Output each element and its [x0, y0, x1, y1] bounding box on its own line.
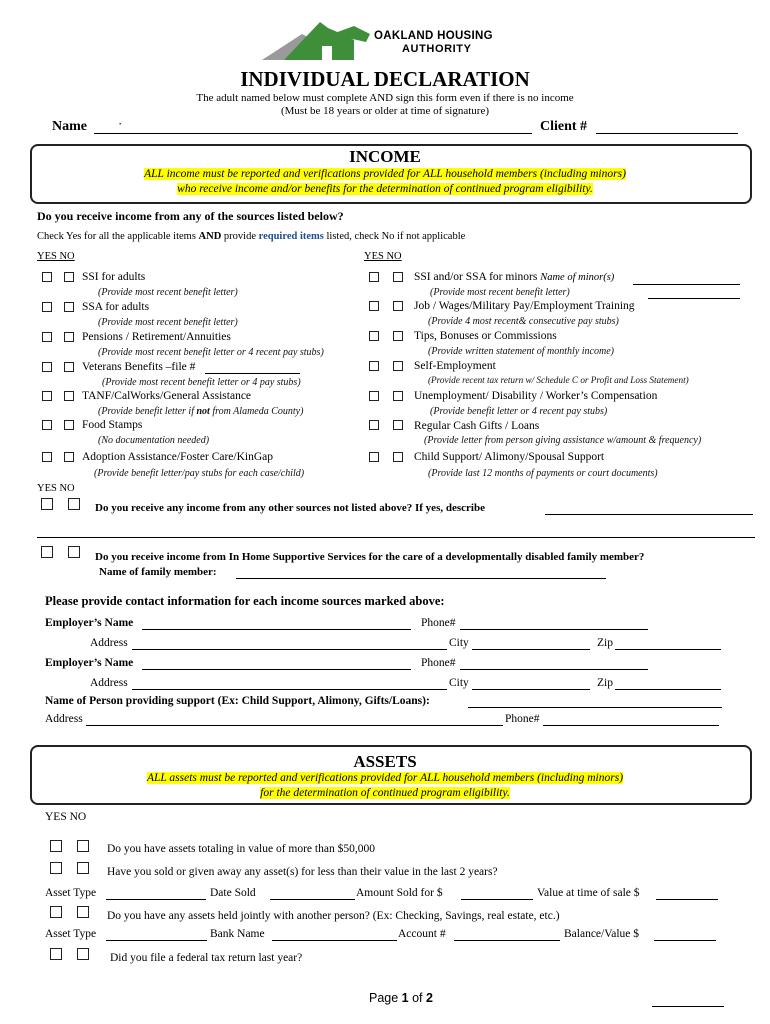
right-no-checkbox[interactable] [393, 420, 403, 430]
income-notice-1 [0, 168, 770, 180]
ihss-question: Do you receive income from In Home Supportive Services for the care of a developmentally disabled family member? [95, 551, 645, 563]
asset-type-field[interactable] [106, 940, 207, 941]
left-yes-checkbox[interactable] [42, 362, 52, 372]
other-income-question: Do you receive any income from any other sources not listed above? If yes, describe [95, 502, 485, 514]
client-number-field[interactable] [596, 133, 738, 134]
employer-name-field[interactable] [142, 629, 411, 630]
left-yes-checkbox[interactable] [42, 272, 52, 282]
left-no-checkbox[interactable] [64, 452, 74, 462]
income-item-note: (Provide most recent benefit letter) [430, 287, 570, 298]
right-yes-checkbox[interactable] [369, 452, 379, 462]
asset-q4-no-checkbox[interactable] [77, 948, 89, 960]
income-item-label: Job / Wages/Military Pay/Employment Training [414, 300, 635, 312]
minor-label: SSI and/or SSA for minors [414, 271, 541, 283]
note-part-a: (Provide benefit letter if [98, 406, 197, 417]
income-item-label: TANF/CalWorks/General Assistance [82, 390, 252, 402]
name-field[interactable] [94, 133, 532, 134]
yes-no-header-right: YES NO [364, 251, 402, 262]
income-item-label: Tips, Bonuses or Commissions [414, 330, 557, 342]
instruction-c: provide [221, 231, 259, 242]
date-sold-label: Date Sold [210, 887, 256, 899]
right-no-checkbox[interactable] [393, 272, 403, 282]
intro-text-2: (Must be 18 years or older at time of signature) [280, 105, 490, 117]
income-item-note: (No documentation needed) [98, 435, 210, 446]
phone-label: Phone# [421, 617, 456, 629]
left-yes-checkbox[interactable] [42, 302, 52, 312]
veterans-file-field[interactable] [205, 373, 300, 374]
intro-text-1: The adult named below must complete AND sign this form even if there is no income [196, 92, 574, 104]
asset-type-field[interactable] [106, 899, 206, 900]
right-yes-checkbox[interactable] [369, 272, 379, 282]
yes-no-header-other: YES NO [37, 483, 75, 494]
income-notice-1-text: ALL income must be reported and verifications provided for ALL household members (including minors) [144, 168, 626, 180]
name-value: · [118, 116, 123, 131]
page-current: 1 [401, 991, 409, 1005]
right-yes-checkbox[interactable] [369, 361, 379, 371]
support-person-label: Name of Person providing support (Ex: Child Support, Alimony, Gifts/Loans): [45, 695, 430, 707]
income-item-note: (Provide most recent benefit letter or 4 recent pay stubs) [98, 347, 324, 358]
phone-field[interactable] [460, 669, 648, 670]
yes-no-header-left: YES NO [37, 251, 75, 262]
right-yes-checkbox[interactable] [369, 391, 379, 401]
other-yes-checkbox[interactable] [41, 498, 53, 510]
asset-type-label: Asset Type [45, 887, 97, 899]
name-label: Name [52, 119, 87, 134]
instruction-e: listed, check No if not applicable [323, 231, 466, 242]
minor-name-field[interactable] [633, 284, 740, 285]
income-item-label: Self-Employment [414, 360, 496, 372]
phone-label: Phone# [421, 657, 456, 669]
note-part-b: not [196, 406, 210, 417]
page-label-a: Page [369, 991, 402, 1005]
income-item-label: Unemployment/ Disability / Worker’s Compensation [414, 390, 658, 402]
asset-q2-yes-checkbox[interactable] [50, 862, 62, 874]
support-person-field[interactable] [468, 707, 722, 708]
support-address-field[interactable] [86, 725, 503, 726]
amount-sold-label: Amount Sold for $ [356, 887, 443, 899]
income-item-note: (Provide benefit letter or 4 recent pay stubs) [430, 406, 608, 417]
support-phone-field[interactable] [543, 725, 719, 726]
support-address-label: Address [45, 713, 83, 725]
left-no-checkbox[interactable] [64, 302, 74, 312]
initials-field[interactable] [652, 1006, 724, 1007]
income-item-label: Pensions / Retirement/Annuities [82, 331, 231, 343]
income-item-label: SSA for adults [82, 301, 150, 313]
city-field[interactable] [472, 649, 590, 650]
value-at-sale-field[interactable] [656, 899, 718, 900]
left-yes-checkbox[interactable] [42, 332, 52, 342]
asset-question-2: Have you sold or given away any asset(s) for less than their value in the last 2 years? [107, 866, 498, 878]
left-yes-checkbox[interactable] [42, 420, 52, 430]
value-at-sale-label: Value at time of sale $ [537, 887, 640, 899]
address-label: Address [90, 637, 128, 649]
balance-label: Balance/Value $ [564, 928, 640, 940]
logo [262, 20, 512, 64]
asset-q1-no-checkbox[interactable] [77, 840, 89, 852]
right-no-checkbox[interactable] [393, 331, 403, 341]
instruction-b: AND [198, 231, 222, 242]
note-part-c: from Alameda County) [209, 406, 304, 417]
minor-name-field-2[interactable] [648, 298, 740, 299]
employer-name-field[interactable] [142, 669, 411, 670]
logo-org-line2: AUTHORITY [402, 43, 472, 55]
income-item-note: (Provide most recent benefit letter) [98, 317, 238, 328]
income-item-note: (Provide most recent benefit letter) [98, 287, 238, 298]
balance-field[interactable] [654, 940, 716, 941]
assets-notice-2 [0, 787, 770, 799]
income-instruction [37, 231, 465, 242]
asset-q4-yes-checkbox[interactable] [50, 948, 62, 960]
income-item-note: (Provide most recent benefit letter or 4 pay stubs) [102, 377, 301, 388]
left-no-checkbox[interactable] [64, 362, 74, 372]
employer-name-label: Employer’s Name [45, 617, 134, 629]
income-item-label: Regular Cash Gifts / Loans [414, 420, 540, 432]
employer-name-label: Employer’s Name [45, 657, 134, 669]
income-notice-2 [0, 183, 770, 195]
other-income-describe-field[interactable] [545, 514, 753, 515]
page-number [369, 991, 433, 1005]
left-yes-checkbox[interactable] [42, 452, 52, 462]
page-label-b: of [408, 991, 426, 1005]
city-label: City [449, 677, 469, 689]
income-item-note [98, 406, 303, 417]
income-item-note: (Provide letter from person giving assistance w/amount & frequency) [424, 435, 702, 446]
zip-label: Zip [597, 677, 613, 689]
family-member-field[interactable] [236, 578, 606, 579]
income-item-label: Veterans Benefits –file # [82, 361, 196, 373]
income-item-note: (Provide written statement of monthly income) [428, 346, 614, 357]
instruction-a: Check Yes for all the applicable items [37, 231, 199, 242]
address-field[interactable] [132, 689, 447, 690]
phone-field[interactable] [460, 629, 648, 630]
income-item-label: Adoption Assistance/Foster Care/KinGap [82, 451, 274, 463]
income-item-label: SSI for adults [82, 271, 146, 283]
zip-field[interactable] [615, 689, 721, 690]
zip-label: Zip [597, 637, 613, 649]
asset-q3-no-checkbox[interactable] [77, 906, 89, 918]
logo-org-line1: OAKLAND HOUSING [374, 30, 493, 42]
right-no-checkbox[interactable] [393, 301, 403, 311]
city-field[interactable] [472, 689, 590, 690]
right-yes-checkbox[interactable] [369, 301, 379, 311]
address-label: Address [90, 677, 128, 689]
assets-notice-1-text: ALL assets must be reported and verifications provided for ALL household members (including minors) [146, 772, 624, 784]
page-total: 2 [426, 991, 433, 1005]
left-yes-checkbox[interactable] [42, 391, 52, 401]
asset-type-label: Asset Type [45, 928, 97, 940]
assets-yes-no-header: YES NO [45, 811, 87, 823]
amount-sold-field[interactable] [461, 899, 533, 900]
income-item-label [414, 271, 614, 283]
logo-house-icon [262, 20, 372, 62]
asset-q3-yes-checkbox[interactable] [50, 906, 62, 918]
client-label: Client # [540, 119, 588, 134]
city-label: City [449, 637, 469, 649]
left-no-checkbox[interactable] [64, 272, 74, 282]
other-income-describe-field-2[interactable] [37, 537, 755, 538]
assets-notice-1 [0, 772, 770, 784]
left-no-checkbox[interactable] [64, 332, 74, 342]
asset-question-3: Do you have any assets held jointly with another person? (Ex: Checking, Savings, real estate, etc.) [107, 910, 560, 922]
right-no-checkbox[interactable] [393, 452, 403, 462]
assets-heading: ASSETS [353, 752, 417, 771]
account-label: Account # [398, 928, 446, 940]
ihss-no-checkbox[interactable] [68, 546, 80, 558]
minor-name-label: Name of minor(s) [540, 272, 615, 283]
asset-question-1: Do you have assets totaling in value of more than $50,000 [107, 843, 375, 855]
date-sold-field[interactable] [270, 899, 355, 900]
left-no-checkbox[interactable] [64, 391, 74, 401]
right-yes-checkbox[interactable] [369, 331, 379, 341]
support-phone-label: Phone# [505, 713, 540, 725]
income-item-note: (Provide recent tax return w/ Schedule C or Profit and Loss Statement) [428, 375, 689, 385]
income-item-note: (Provide benefit letter/pay stubs for each case/child) [94, 468, 305, 479]
address-field[interactable] [132, 649, 447, 650]
right-no-checkbox[interactable] [393, 391, 403, 401]
bank-name-field[interactable] [272, 940, 397, 941]
account-field[interactable] [454, 940, 560, 941]
contact-heading: Please provide contact information for each income sources marked above: [45, 594, 445, 608]
income-item-note: (Provide last 12 months of payments or court documents) [428, 468, 658, 479]
income-item-label: Food Stamps [82, 419, 143, 431]
left-no-checkbox[interactable] [64, 420, 74, 430]
income-notice-2-text: who receive income and/or benefits for the determination of continued program eligibility. [177, 183, 593, 195]
income-question: Do you receive income from any of the sources listed below? [37, 209, 344, 223]
ihss-yes-checkbox[interactable] [41, 546, 53, 558]
income-heading: INCOME [349, 147, 421, 166]
other-no-checkbox[interactable] [68, 498, 80, 510]
asset-q1-yes-checkbox[interactable] [50, 840, 62, 852]
income-item-note: (Provide 4 most recent& consecutive pay stubs) [428, 316, 619, 327]
asset-question-4: Did you file a federal tax return last year? [110, 952, 303, 964]
zip-field[interactable] [615, 649, 721, 650]
right-no-checkbox[interactable] [393, 361, 403, 371]
instruction-d: required items [258, 231, 324, 242]
assets-notice-2-text: for the determination of continued program eligibility. [260, 787, 510, 799]
right-yes-checkbox[interactable] [369, 420, 379, 430]
bank-name-label: Bank Name [210, 928, 265, 940]
family-member-label: Name of family member: [99, 566, 217, 578]
page-title: INDIVIDUAL DECLARATION [240, 67, 530, 91]
asset-q2-no-checkbox[interactable] [77, 862, 89, 874]
income-item-label: Child Support/ Alimony/Spousal Support [414, 451, 605, 463]
